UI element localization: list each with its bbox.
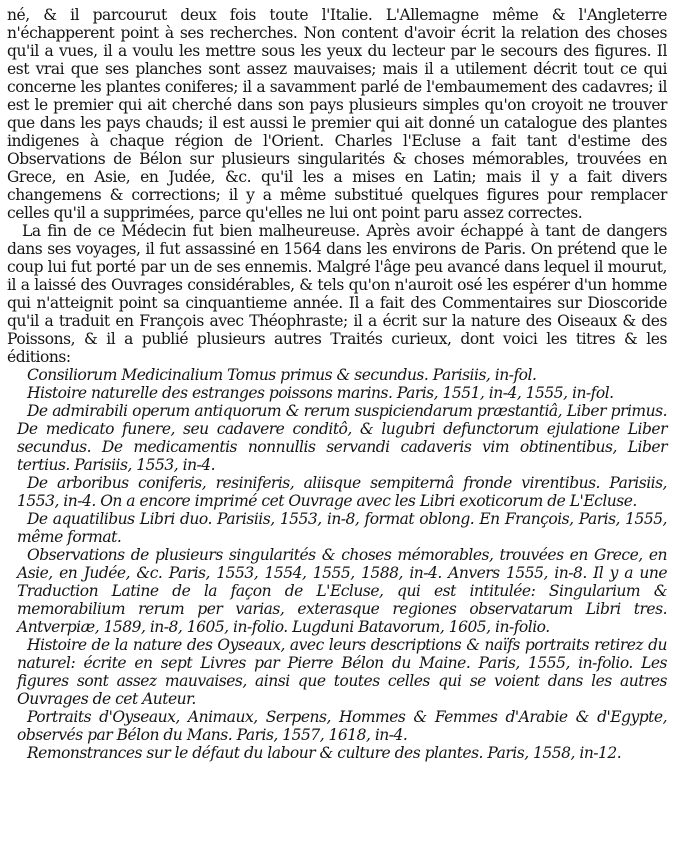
bibliography-entry: Histoire naturelle des estranges poissons marins. Paris, 1551, in-4, 1555, in-fol. [27,384,614,402]
bibliography-entry: De admirabili operum antiquorum & rerum suspiciendarum præstantiâ, Liber primus. De medicato funere, seu cadavere conditô, & lugubri defunctorum ejulatione Liber secundus. De medicamentis nonnullis servandi cadaveris vim obtinentibus, Liber tertius. Parisiis, 1553, in-4. [17,402,667,474]
paragraph-belon-observations: né, & il parcourut deux fois toute l'Italie. L'Allemagne même & l'Angleterre n'échapperent point à ses recherches. Non content d'avoir écrit la relation des choses qu'il a vues, il a voulu les mettre sous les yeux du lecteur par le secours des figures. Il est vrai que ses planches sont assez mauvaises; mais il a utilement décrit tout ce qui concerne les plantes coniferes; il a savamment parlé de l'embaumement des cadavres; il est le premier qui ait cherché dans son pays plusieurs simples qu'on croyoit ne trouver que dans les pays chauds; il est aussi le premier qui ait donné un catalogue des plantes indigenes à chaque région de l'Orient. Charles l'Ecluse a fait tant d'estime des Observations de Bélon sur plusieurs singularités & choses mémorables, trouvées en Grece, en Asie, en Judée, &c. qu'il les a mises en Latin; mais il y a fait divers changemens & corrections; il y a même substitué quelques figures pour remplacer celles qu'il a supprimées, parce qu'elles ne lui ont point paru assez correctes. [7,6,667,222]
bibliography-list [7,366,667,762]
bibliography-entry: De aquatilibus Libri duo. Parisiis, 1553, in-8, format oblong. En François, Paris, 1555, même format. [17,510,667,546]
bibliography-entry: Histoire de la nature des Oyseaux, avec leurs descriptions & naïfs portraits retirez du naturel: écrite en sept Livres par Pierre Bélon du Maine. Paris, 1555, in-folio. Les figures sont assez mauvaises, ainsi que toutes celles qui se voient dans les autres Ouvrages de cet Auteur. [17,636,667,708]
bibliography-entry: Observations de plusieurs singularités & choses mémorables, trouvées en Grece, en Asie, en Judée, &c. Paris, 1553, 1554, 1555, 1588, in-4. Anvers 1555, in-8. Il y a une Traduction Latine de la façon de L'Ecluse, qui est intitulée: Singularium & memorabilium rerum per varias, exterasque regiones observatarum Libri tres. Antverpiæ, 1589, in-8, 1605, in-folio. Lugduni Batavorum, 1605, in-folio. [17,546,667,636]
bibliography-entry: Remonstrances sur le défaut du labour & culture des plantes. Paris, 1558, in-12. [27,744,622,762]
bibliography-entry: Consiliorum Medicinalium Tomus primus & secundus. Parisiis, in-fol. [27,366,537,384]
bibliography-entry: De arboribus coniferis, resiniferis, aliisque sempiternâ fronde virentibus. Parisiis, 1553, in-4. On a encore imprimé cet Ouvrage avec les Libri exoticorum de L'Ecluse. [17,474,667,510]
bibliography-entry: Portraits d'Oyseaux, Animaux, Serpens, Hommes & Femmes d'Arabie & d'Egypte, observés par Bélon du Mans. Paris, 1557, 1618, in-4. [17,708,667,744]
paragraph-belon-death-works: La fin de ce Médecin fut bien malheureuse. Après avoir échappé à tant de dangers dans ses voyages, il fut assassiné en 1564 dans les environs de Paris. On prétend que le coup lui fut porté par un de ses ennemis. Malgré l'âge peu avancé dans lequel il mourut, il a laissé des Ouvrages considérables, & tels qu'on n'auroit osé les espérer d'un homme qui n'atteignit point sa cinquantieme année. Il a fait des Commentaires sur Dioscoride qu'il a traduit en François avec Théophraste; il a écrit sur la nature des Oiseaux & des Poissons, & il a publié plusieurs autres Traités curieux, dont voici les titres & les éditions: [7,222,667,366]
